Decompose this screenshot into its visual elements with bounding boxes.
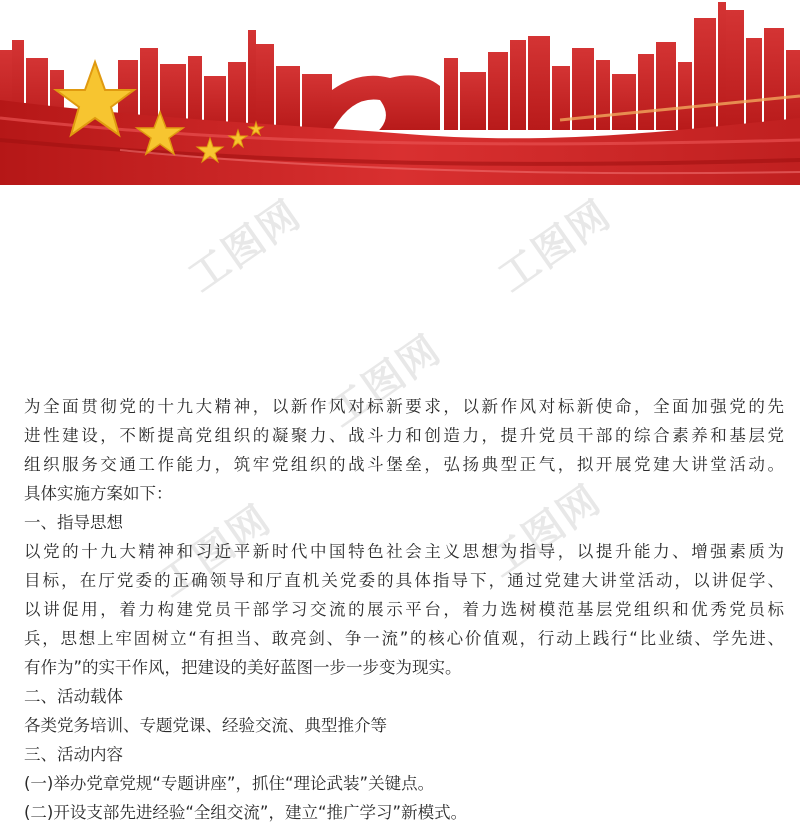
watermark: 工图网	[480, 476, 610, 587]
paragraph-line: 有作为”的实干作风，把建设的美好蓝图一步一步变为现实。	[24, 658, 462, 677]
paragraph-line: 兵，思想上牢固树立“有担当、敢亮剑、争一流”的核心价值观，行动上践行“比业绩、学先进、	[24, 629, 784, 648]
paragraph-line: 具体实施方案如下：	[24, 484, 173, 503]
paragraph-line: 目标，在厅党委的正确领导和厅直机关党委的具体指导下，通过党建大讲堂活动，以讲促学、	[24, 571, 784, 590]
section-heading: 三、活动内容	[24, 745, 123, 764]
document-body	[24, 392, 784, 827]
paragraph-line: (一)举办党章党规“专题讲座”，抓住“理论武装”关键点。	[24, 774, 435, 793]
paragraph-line: 以讲促用，着力构建党员干部学习交流的展示平台，着力选树模范基层党组织和优秀党员标	[24, 600, 784, 619]
watermark: 工图网	[180, 191, 310, 302]
paragraph-line: 以党的十九大精神和习近平新时代中国特色社会主义思想为指导，以提升能力、增强素质为	[24, 542, 784, 561]
section-heading: 二、活动载体	[24, 687, 123, 706]
paragraph-line: 各类党务培训、专题党课、经验交流、典型推介等	[24, 716, 387, 735]
paragraph-line: 进性建设，不断提高党组织的凝聚力、战斗力和创造力，提升党员干部的综合素养和基层党	[24, 426, 784, 445]
section-heading: 一、指导思想	[24, 513, 123, 532]
watermark: 工图网	[490, 191, 620, 302]
city-skyline	[0, 2, 800, 130]
watermark: 工图网	[320, 326, 450, 437]
paragraph-line: 为全面贯彻党的十九大精神，以新作风对标新要求，以新作风对标新使命，全面加强党的先	[24, 397, 784, 416]
header-banner	[0, 0, 800, 185]
paragraph-line: 组织服务交通工作能力，筑牢党组织的战斗堡垒，弘扬典型正气，拟开展党建大讲堂活动。	[24, 455, 784, 474]
watermark: 工图网	[150, 496, 280, 607]
paragraph-line: (二)开设支部先进经验“全组交流”，建立“推广学习”新模式。	[24, 803, 468, 822]
